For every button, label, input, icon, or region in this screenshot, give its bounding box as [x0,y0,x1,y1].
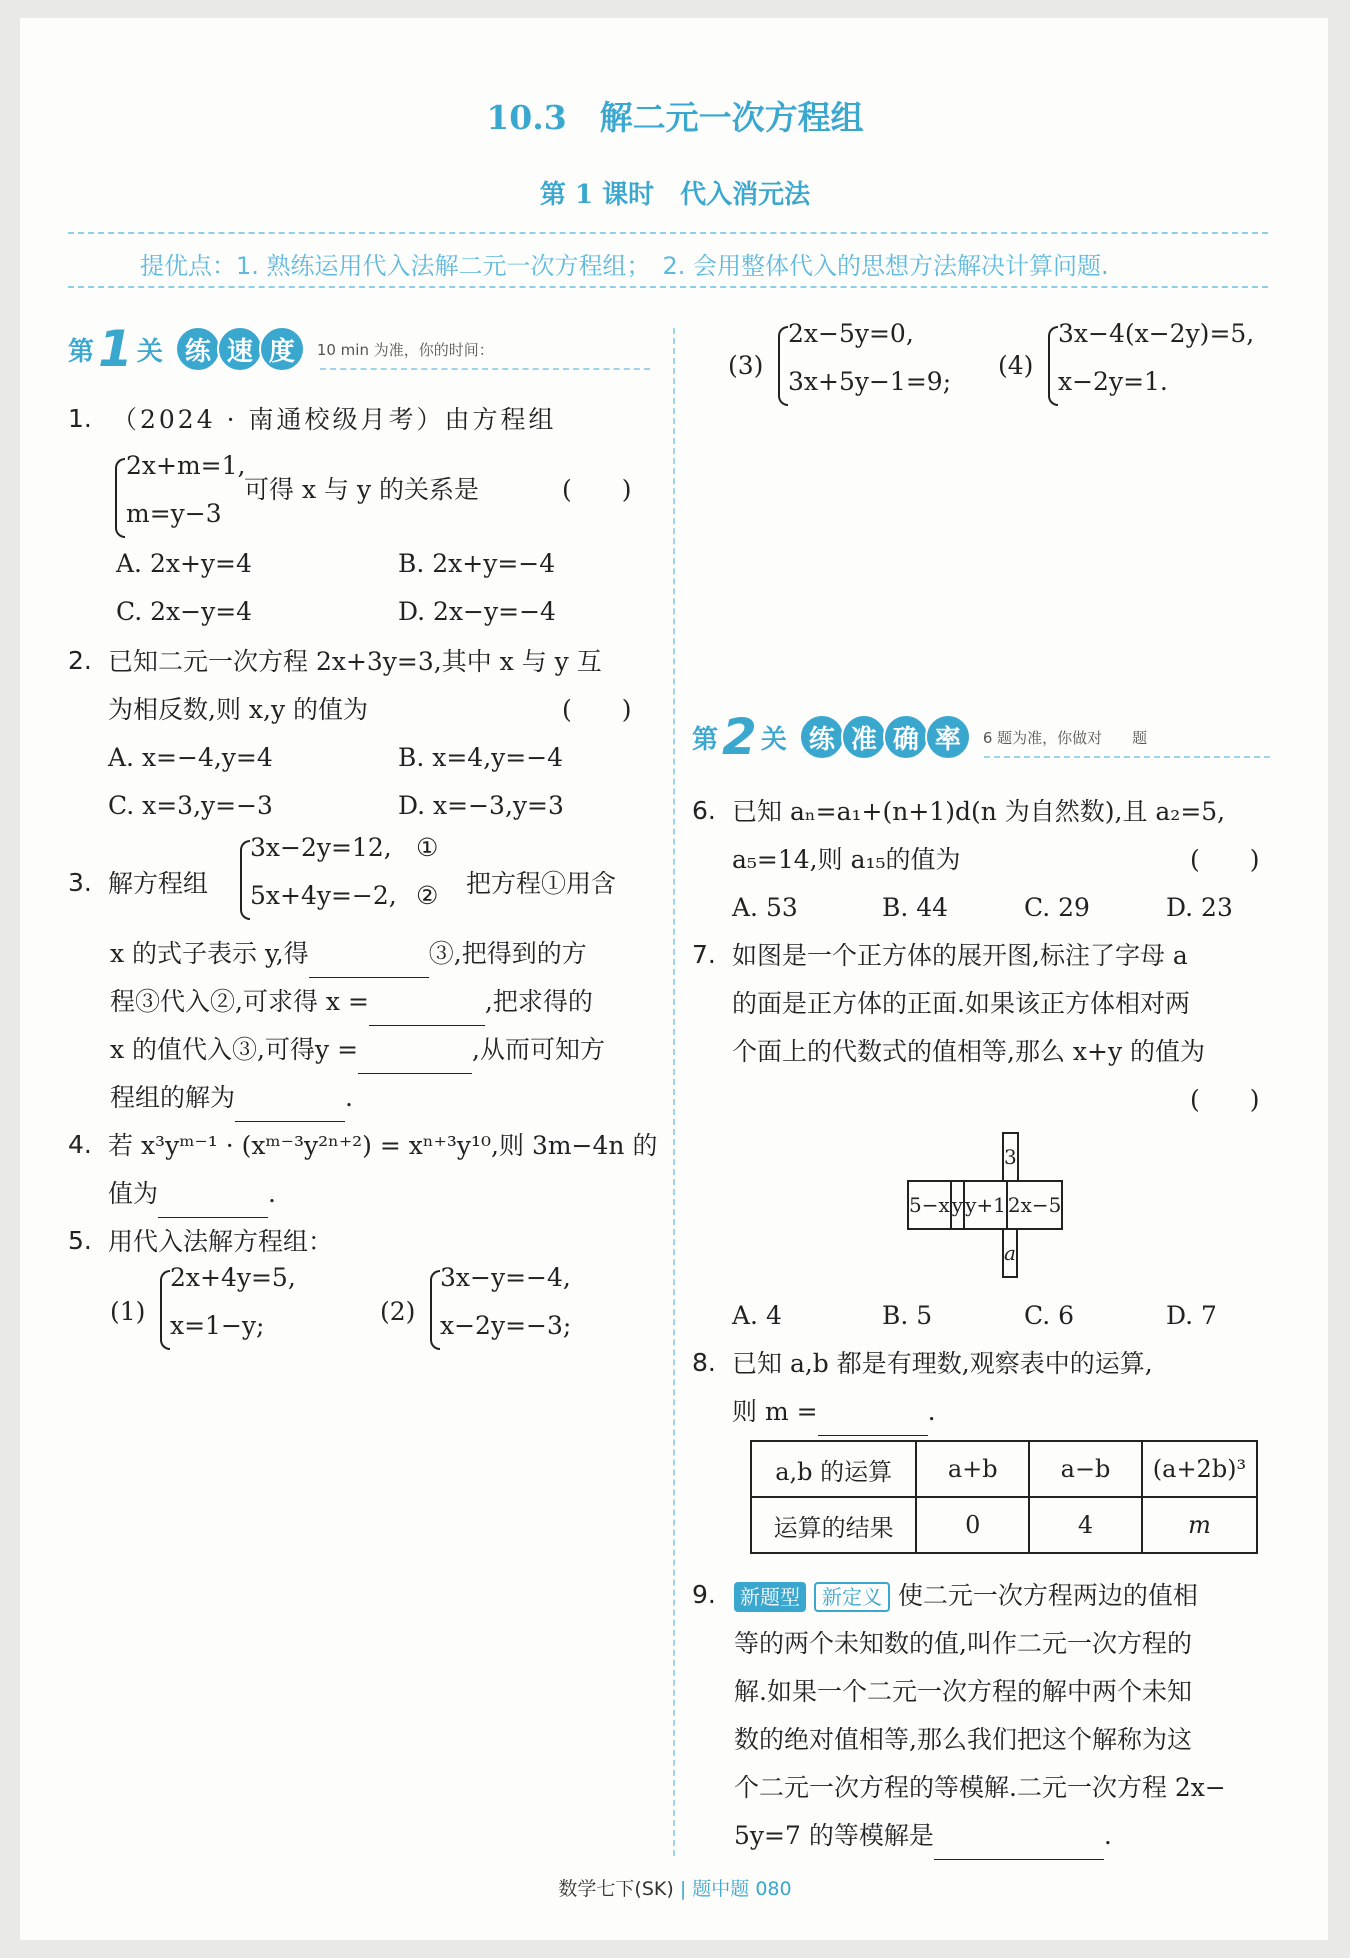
system-brace [778,326,788,406]
question-text: x 的式子表示 y,得 [110,939,309,968]
book-name: 数学七下(SK) [558,1878,674,1900]
question-text: . [927,1397,936,1426]
page-footer [0,1874,1350,1901]
question-text: 值为 [108,1179,159,1208]
question-text: 程③代入②,可求得 x = [110,987,369,1016]
question-text: 的面是正方体的正面.如果该正方体相对两 [732,989,1190,1018]
question-number: 2. [68,646,92,675]
option-b[interactable]: B. x=4,y=−4 [398,743,564,772]
question-number: 1. [68,404,92,433]
question-text: 已知 a,b 都是有理数,观察表中的运算, [732,1349,1153,1378]
question-number: 5. [68,1226,92,1255]
question-number: 9. [692,1580,716,1609]
system-eq: m=y−3 [126,499,222,528]
answer-blank[interactable] [309,949,429,978]
sub-question-label: (3) [728,351,764,380]
question-text: 5y=7 的等模解是 [734,1821,934,1850]
answer-blank[interactable] [369,997,485,1026]
page-title: 10.3 解二元一次方程组 [486,98,864,137]
question-text: 若 x³yᵐ⁻¹ · (xᵐ⁻³y²ⁿ⁺²) = xⁿ⁺³y¹⁰,则 3m−4n 的 [108,1131,658,1160]
option-b[interactable]: B. 2x+y=−4 [398,549,556,578]
net-face: 2x−5 [1007,1181,1063,1229]
question-text: 把方程①用含 [466,869,617,898]
question-number: 3. [68,868,92,897]
level-guan: 关 [760,724,787,755]
question-text: . [1103,1821,1112,1850]
operations-table [750,1440,1258,1554]
question-text: ,把求得的 [484,987,593,1016]
sub-question-label: (1) [110,1297,146,1326]
divider [68,286,1268,288]
system-eq: 5x+4y=−2, [250,881,397,910]
table-header: a,b 的运算 [751,1441,916,1497]
question-text: 为相反数,则 x,y 的值为 [108,695,369,724]
system-eq: x−2y=1. [1058,367,1168,396]
divider [68,232,1268,234]
question-text: 已知 aₙ=a₁+(n+1)d(n 为自然数),且 a₂=5, [732,797,1226,826]
page-number: 080 [755,1878,792,1900]
option-c[interactable]: C. 6 [1024,1301,1075,1330]
equation-mark: ② [416,881,439,910]
option-d[interactable]: D. 7 [1166,1301,1217,1330]
table-cell: 0 [916,1497,1029,1553]
lesson-subtitle: 第 1 课时 代入消元法 [539,180,811,210]
question-text: . [268,1179,276,1208]
answer-paren[interactable]: ( ) [1190,1085,1260,1114]
score-note: 6 题为准，你做对 题 [982,728,1148,747]
answer-paren[interactable]: ( ) [1190,845,1260,874]
question-text: 则 m = [732,1397,818,1426]
question-text: a₅=14,则 a₁₅的值为 [732,845,961,874]
system-eq: x=1−y; [170,1311,265,1340]
question-text: 用代入法解方程组： [108,1227,334,1256]
table-row [751,1497,1257,1553]
table-header: a+b [916,1441,1029,1497]
option-d[interactable]: D. 2x−y=−4 [398,597,556,626]
sub-question-label: (2) [380,1297,416,1326]
table-header: (a+2b)³ [1142,1441,1257,1497]
new-type-badge: 新题型 [734,1582,806,1612]
level-rule [984,756,1270,758]
question-text: 解.如果一个二元一次方程的解中两个未知 [734,1677,1192,1706]
level-title: 练 准 确 率 [799,714,967,760]
question-text: ,从而可知方 [472,1035,605,1064]
system-eq: 3x−4(x−2y)=5, [1058,319,1255,348]
answer-blank[interactable] [934,1831,1104,1860]
question-text: 解方程组 [108,869,209,898]
net-face: y [951,1181,964,1229]
key-points: 提优点：1. 熟练运用代入法解二元一次方程组； 2. 会用整体代入的思想方法解决计算问题. [140,252,1109,280]
answer-paren[interactable]: ( ) [562,695,632,724]
option-a[interactable]: A. 4 [732,1301,782,1330]
table-cell: 运算的结果 [751,1497,916,1553]
question-text: . [345,1083,353,1112]
system-brace [160,1270,170,1350]
new-definition-badge: 新定义 [814,1582,890,1612]
option-c[interactable]: C. 29 [1024,893,1090,922]
level-rule [320,368,650,370]
option-b[interactable]: B. 5 [882,1301,933,1330]
system-eq: 2x+4y=5, [170,1263,296,1292]
option-d[interactable]: D. 23 [1166,893,1233,922]
option-a[interactable]: A. 53 [732,893,798,922]
question-number: 4. [68,1130,92,1159]
question-text: 个面上的代数式的值相等,那么 x+y 的值为 [732,1037,1206,1066]
option-c[interactable]: C. x=3,y=−3 [108,791,273,820]
answer-blank[interactable] [358,1045,472,1074]
question-text: 可得 x 与 y 的关系是 [244,475,480,504]
option-a[interactable]: A. x=−4,y=4 [108,743,273,772]
column-divider [673,328,675,1856]
table-row [751,1441,1257,1497]
answer-blank[interactable] [818,1407,928,1436]
question-number: 7. [692,940,716,969]
answer-blank[interactable] [158,1189,268,1218]
option-a[interactable]: A. 2x+y=4 [116,549,252,578]
question-stem: （2024 · 南通校级月考）由方程组 [112,405,557,434]
option-c[interactable]: C. 2x−y=4 [116,597,253,626]
system-eq: 2x+m=1, [126,451,246,480]
question-text: 数的绝对值相等,那么我们把这个解称为这 [734,1725,1192,1754]
system-eq: 2x−5y=0, [788,319,914,348]
table-cell: m [1142,1497,1257,1553]
question-text: 等的两个未知数的值,叫作二元一次方程的 [734,1629,1192,1658]
net-face-top: 3 [1003,1133,1018,1181]
system-eq: 3x−2y=12, [250,833,392,862]
option-b[interactable]: B. 44 [882,893,949,922]
option-d[interactable]: D. x=−3,y=3 [398,791,564,820]
answer-blank[interactable] [235,1093,345,1122]
level-di: 第 [692,724,719,755]
question-text: ③,把得到的方 [428,939,587,968]
time-note: 10 min 为准，你的时间： [316,340,494,359]
system-eq: 3x−y=−4, [440,1263,571,1292]
system-eq: x−2y=−3; [440,1311,572,1340]
question-number: 8. [692,1348,716,1377]
level-di: 第 [68,336,95,367]
level-guan: 关 [136,336,163,367]
question-text: 如图是一个正方体的展开图,标注了字母 a [732,941,1188,970]
question-text: 使二元一次方程两边的值相 [897,1581,1198,1610]
series-name: 题中题 [692,1878,750,1900]
system-brace [1048,326,1058,406]
net-face: 5−x [908,1181,951,1229]
question-text: 程组的解为 [110,1083,236,1112]
system-brace [115,458,125,538]
sub-question-label: (4) [998,351,1034,380]
question-text: x 的值代入③,可得y = [110,1035,359,1064]
footer-separator: | [679,1878,687,1900]
net-face: y+1 [964,1181,1007,1229]
system-brace [430,1270,440,1350]
question-number: 6. [692,796,716,825]
level-title: 练 速 度 [175,326,301,372]
level-number: 2 [722,708,757,766]
level-number: 1 [98,320,133,378]
answer-paren[interactable]: ( ) [562,475,632,504]
system-brace [240,840,250,920]
table-cell: 4 [1029,1497,1142,1553]
question-text: 个二元一次方程的等模解.二元一次方程 2x− [734,1773,1226,1802]
net-face-front: a [1003,1229,1017,1277]
system-eq: 3x+5y−1=9; [788,367,952,396]
question-text: 已知二元一次方程 2x+3y=3,其中 x 与 y 互 [108,647,602,676]
table-header: a−b [1029,1441,1142,1497]
equation-mark: ① [416,833,439,862]
